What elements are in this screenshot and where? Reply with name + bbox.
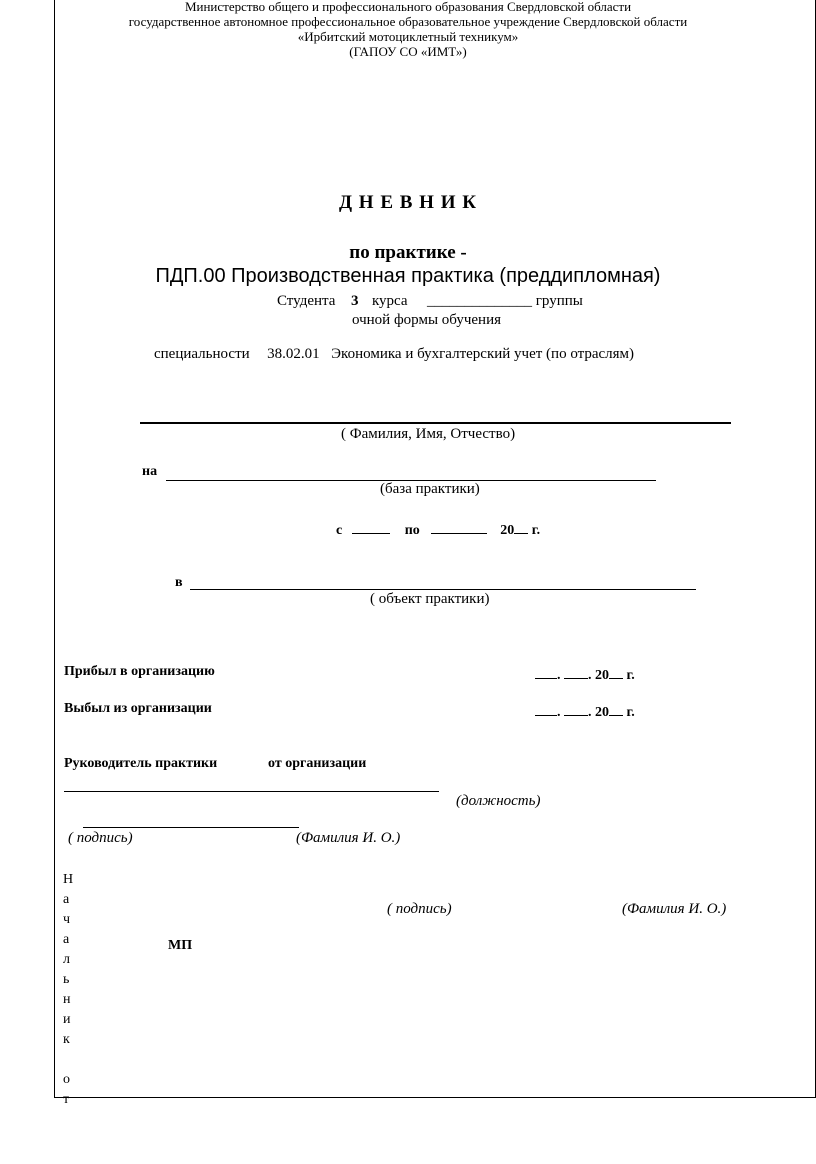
vertical-letter: о bbox=[63, 1072, 70, 1087]
date-to-label: по bbox=[404, 523, 420, 538]
ministry-line: Министерство общего и профессионального образования Свердловской области bbox=[184, 0, 632, 14]
left-label: Выбыл из организации bbox=[64, 701, 212, 716]
chief-signature-caption: ( подпись) bbox=[387, 901, 452, 917]
student-line bbox=[277, 293, 583, 310]
base-prefix: на bbox=[142, 464, 158, 479]
group-blank: ______________ bbox=[427, 293, 533, 309]
left-day-blank bbox=[535, 701, 557, 716]
object-line bbox=[190, 589, 696, 590]
arrived-day-blank bbox=[535, 664, 557, 679]
practice-name: ПДП.00 Производственная практика (преддипломная) bbox=[155, 265, 661, 287]
left-suffix: г. bbox=[626, 705, 635, 720]
school-abbrev-line: (ГАПОУ СО «ИМТ») bbox=[349, 44, 467, 59]
arrived-month-blank bbox=[564, 664, 588, 679]
vertical-letter: к bbox=[63, 1032, 70, 1047]
supervisor-from: от организации bbox=[268, 756, 367, 771]
course-number: 3 bbox=[350, 293, 359, 309]
vertical-letter: а bbox=[63, 892, 70, 907]
practice-subtitle: по практике - bbox=[349, 242, 467, 263]
left-year-blank bbox=[609, 701, 623, 716]
vertical-letter: ь bbox=[63, 972, 70, 987]
vertical-letter: л bbox=[63, 952, 70, 967]
signature-line bbox=[83, 827, 299, 828]
date-to-blank bbox=[431, 519, 487, 534]
institution-line: государственное автономное профессиональное образовательное учреждение Свердловской области bbox=[128, 14, 688, 29]
vertical-letter: ч bbox=[63, 912, 71, 927]
supervisor-label: Руководитель практики bbox=[64, 756, 218, 771]
specialty-label: специальности bbox=[154, 346, 250, 362]
object-prefix: в bbox=[175, 575, 183, 590]
fio-line bbox=[140, 422, 731, 424]
vertical-letter: и bbox=[63, 1012, 71, 1027]
study-form: очной формы обучения bbox=[352, 312, 501, 328]
date-year-blank bbox=[514, 519, 528, 534]
course-label: курса bbox=[371, 293, 408, 309]
specialty-code: 38.02.01 bbox=[267, 346, 320, 362]
arrived-year-blank bbox=[609, 664, 623, 679]
date-year-suffix: г. bbox=[531, 523, 541, 538]
arrived-year: 20 bbox=[595, 668, 609, 683]
left-month-blank bbox=[564, 701, 588, 716]
arrived-suffix: г. bbox=[626, 668, 635, 683]
group-label: группы bbox=[535, 293, 583, 309]
vertical-letter: т bbox=[63, 1092, 70, 1107]
date-from-blank bbox=[352, 519, 390, 534]
vertical-letter: а bbox=[63, 932, 70, 947]
supervisor-signature-caption: ( подпись) bbox=[68, 830, 133, 846]
school-name-line: «Ирбитский мотоциклетный техникум» bbox=[297, 29, 519, 44]
date-from-label: с bbox=[336, 523, 343, 538]
document-title: Д Н Е В Н И К bbox=[338, 192, 478, 213]
vertical-letter: Н bbox=[63, 872, 74, 887]
specialty-name: Экономика и бухгалтерский учет (по отраслям) bbox=[331, 346, 635, 362]
student-label: Студента bbox=[277, 293, 336, 309]
date-year: 20 bbox=[500, 523, 515, 538]
page-border bbox=[54, 0, 816, 1098]
chief-name-caption: (Фамилия И. О.) bbox=[622, 901, 727, 917]
stamp-label: МП bbox=[168, 938, 193, 953]
fio-caption: ( Фамилия, Имя, Отчество) bbox=[341, 426, 516, 442]
arrived-label: Прибыл в организацию bbox=[64, 664, 215, 679]
object-caption: ( объект практики) bbox=[370, 591, 490, 607]
left-date: . . 20 г. bbox=[535, 701, 635, 721]
left-year: 20 bbox=[595, 705, 609, 720]
arrived-date: . . 20 г. bbox=[535, 664, 635, 684]
specialty-line bbox=[154, 346, 634, 363]
position-caption: (должность) bbox=[456, 793, 541, 809]
base-caption: (база практики) bbox=[380, 481, 480, 497]
dates-line bbox=[336, 519, 540, 539]
supervisor-name-caption: (Фамилия И. О.) bbox=[296, 830, 401, 846]
position-line bbox=[64, 791, 439, 792]
vertical-letter: н bbox=[63, 992, 71, 1007]
